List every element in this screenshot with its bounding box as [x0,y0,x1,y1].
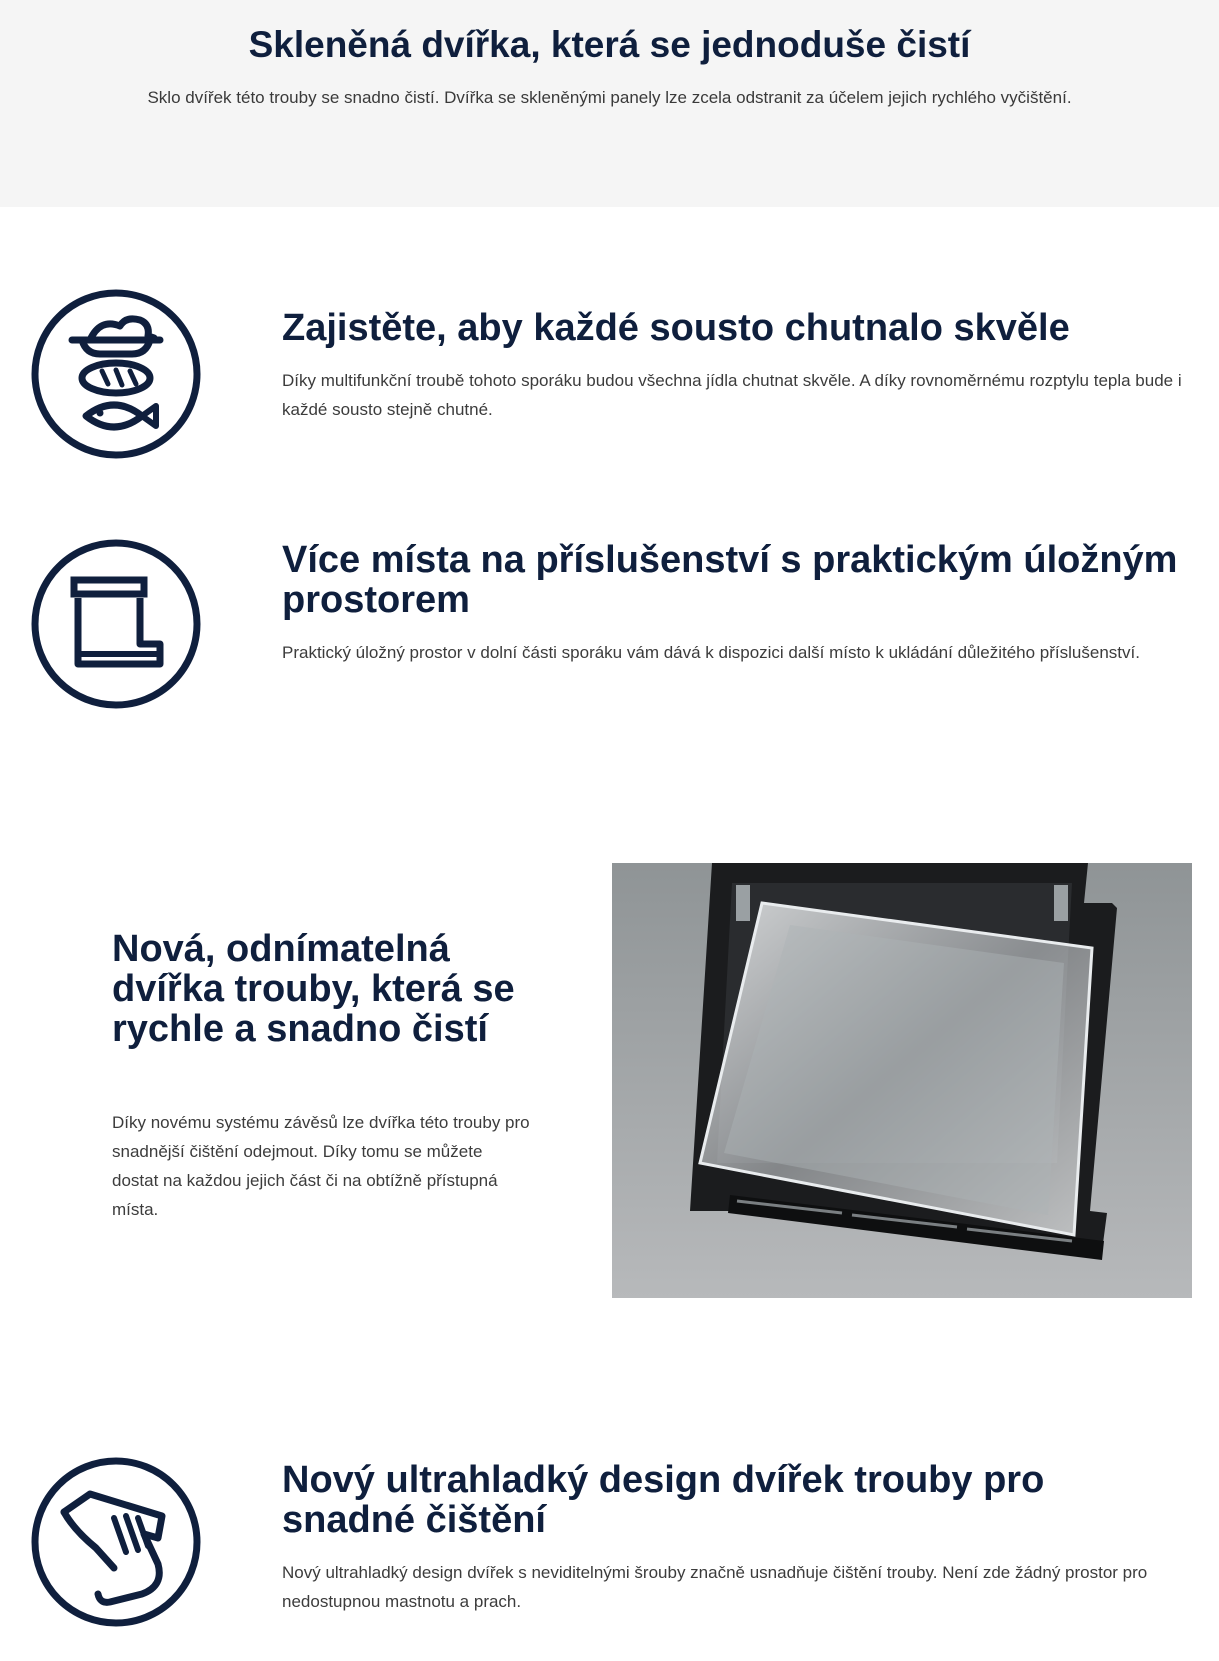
wiping-hand-icon [30,1456,202,1628]
page-subtitle: Sklo dvířek této trouby se snadno čistí. Dvířka se skleněnými panely lze zcela odstranit za účelem jejich rychlého vyčištění. [147,88,1072,107]
feature-smooth-door-text: Nový ultrahladký design dvířek s neviditelnými šrouby značně usnadňuje čištění trouby. Není zde žádný prostor pro nedostupnou mastnotu a prach. [282,1563,1148,1611]
oven-door-glass-photo [612,863,1192,1298]
feature-smooth-door-title: Nový ultrahladký design dvířek trouby pro snadné čištění [282,1459,1045,1541]
feature-storage-text: Praktický úložný prostor v dolní části sporáku vám dává k dispozici další místo k ukládání důležitého příslušenství. [282,643,1140,662]
removable-door-title: Nová, odnímatelná dvířka trouby, která se rychle a snadno čistí [112,928,515,1050]
removable-door-text: Díky novému systému závěsů lze dvířka této trouby pro snadnější čištění odejmout. Díky tomu se můžete dostat na každou jejich část či na obtížně přístupná místa. [112,1113,530,1219]
feature-storage-title: Více místa na příslušenství s praktickým úložným prostorem [282,539,1178,621]
page-title: Skleněná dvířka, která se jednoduše čistí [248,24,971,65]
feature-taste-title: Zajistěte, aby každé sousto chutnalo skvěle [282,307,1070,349]
storage-drawer-icon [30,538,202,710]
feature-taste-text: Díky multifunkční troubě tohoto sporáku budou všechna jídla chutnat skvěle. A díky rovnoměrnému rozptylu tepla bude i každé sousto stejně chutné. [282,371,1182,419]
food-dishes-icon [30,288,202,460]
